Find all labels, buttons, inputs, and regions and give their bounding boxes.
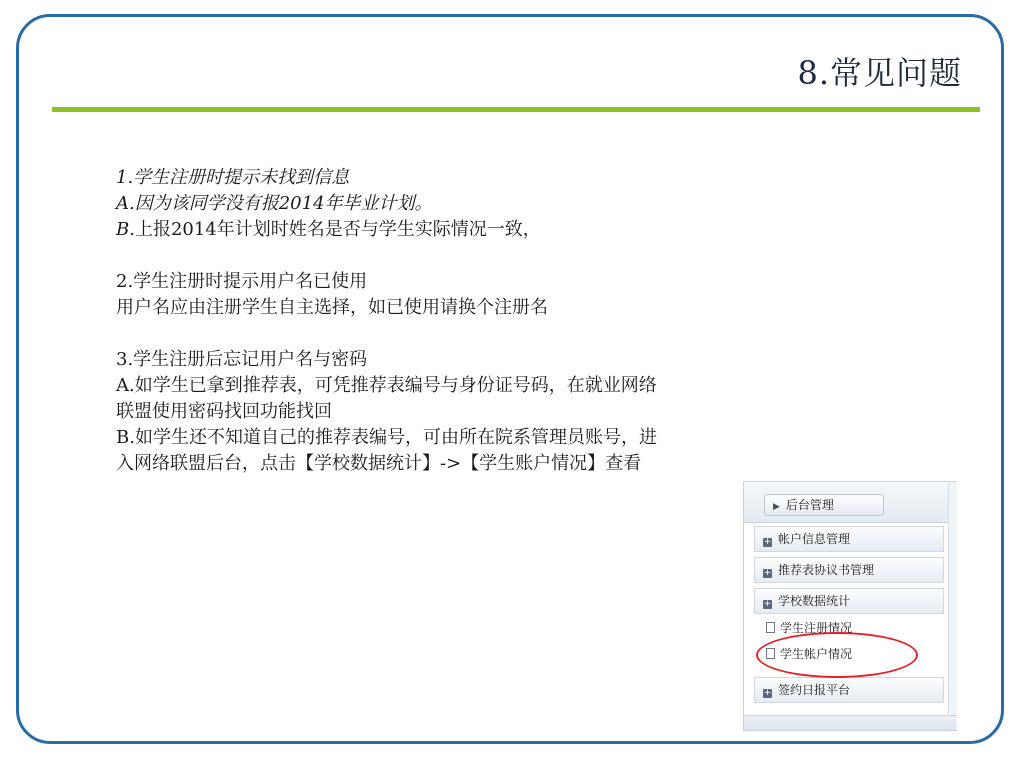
slide-title: 8.常见问题 [797,54,962,92]
faq-q3-answer-b-line2: 入网络联盟后台，点击【学校数据统计】->【学生账户情况】查看 [116,453,642,474]
admin-home-label: 后台管理 [785,498,834,512]
menu-category-account[interactable] [754,526,944,552]
menu-category-statistics[interactable] [754,588,944,614]
faq-q1-answer-b-prefix: B. [116,219,135,240]
faq-q1-answer-b-text: 上报2014年计划时姓名是否与学生实际情况一致， [134,219,541,240]
menu-category-label: 签约日报平台 [778,683,851,697]
faq-q1-question: 1.学生注册时提示未找到信息 [116,167,350,188]
menu-item-label: 学生帐户情况 [780,647,853,661]
menu-footer [744,715,956,730]
faq-content [116,165,816,477]
faq-q3-answer-a-line1: A.如学生已拿到推荐表，可凭推荐表编号与身份证号码，在就业网络 [116,375,657,396]
triangle-right-icon: ▶ [773,502,780,512]
menu-scroll-edge [948,482,957,730]
faq-q3-answer-b-line1: B.如学生还不知道自己的推荐表编号，可由所在院系管理员账号，进 [116,427,657,448]
menu-category-label: 推荐表协议书管理 [778,563,875,577]
faq-q2-question: 2.学生注册时提示用户名已使用 [116,271,368,292]
highlight-circle [756,632,918,678]
faq-q1-answer-b [116,217,816,243]
faq-q3-answer-a-line2: 联盟使用密码找回功能找回 [116,401,332,422]
title-divider [52,107,980,112]
expand-icon: + [763,568,772,578]
menu-item-label: 学生注册情况 [780,621,853,635]
collapse-icon: + [763,599,772,609]
document-icon [766,622,775,633]
menu-category-recommendation[interactable] [754,557,944,583]
faq-q1-answer-a: A.因为该同学没有报2014年毕业计划。 [116,193,433,214]
faq-q2-answer: 用户名应由注册学生自主选择，如已使用请换个注册名 [116,297,548,318]
admin-menu-screenshot [743,481,957,731]
expand-icon: + [763,688,772,698]
menu-category-label: 学校数据统计 [778,594,851,608]
admin-home-button[interactable] [764,494,884,516]
menu-category-label: 帐户信息管理 [778,532,851,546]
menu-header-bar [744,482,956,523]
menu-category-daily-report[interactable] [754,677,944,703]
expand-icon: + [763,537,772,547]
faq-q3-question: 3.学生注册后忘记用户名与密码 [116,349,368,370]
